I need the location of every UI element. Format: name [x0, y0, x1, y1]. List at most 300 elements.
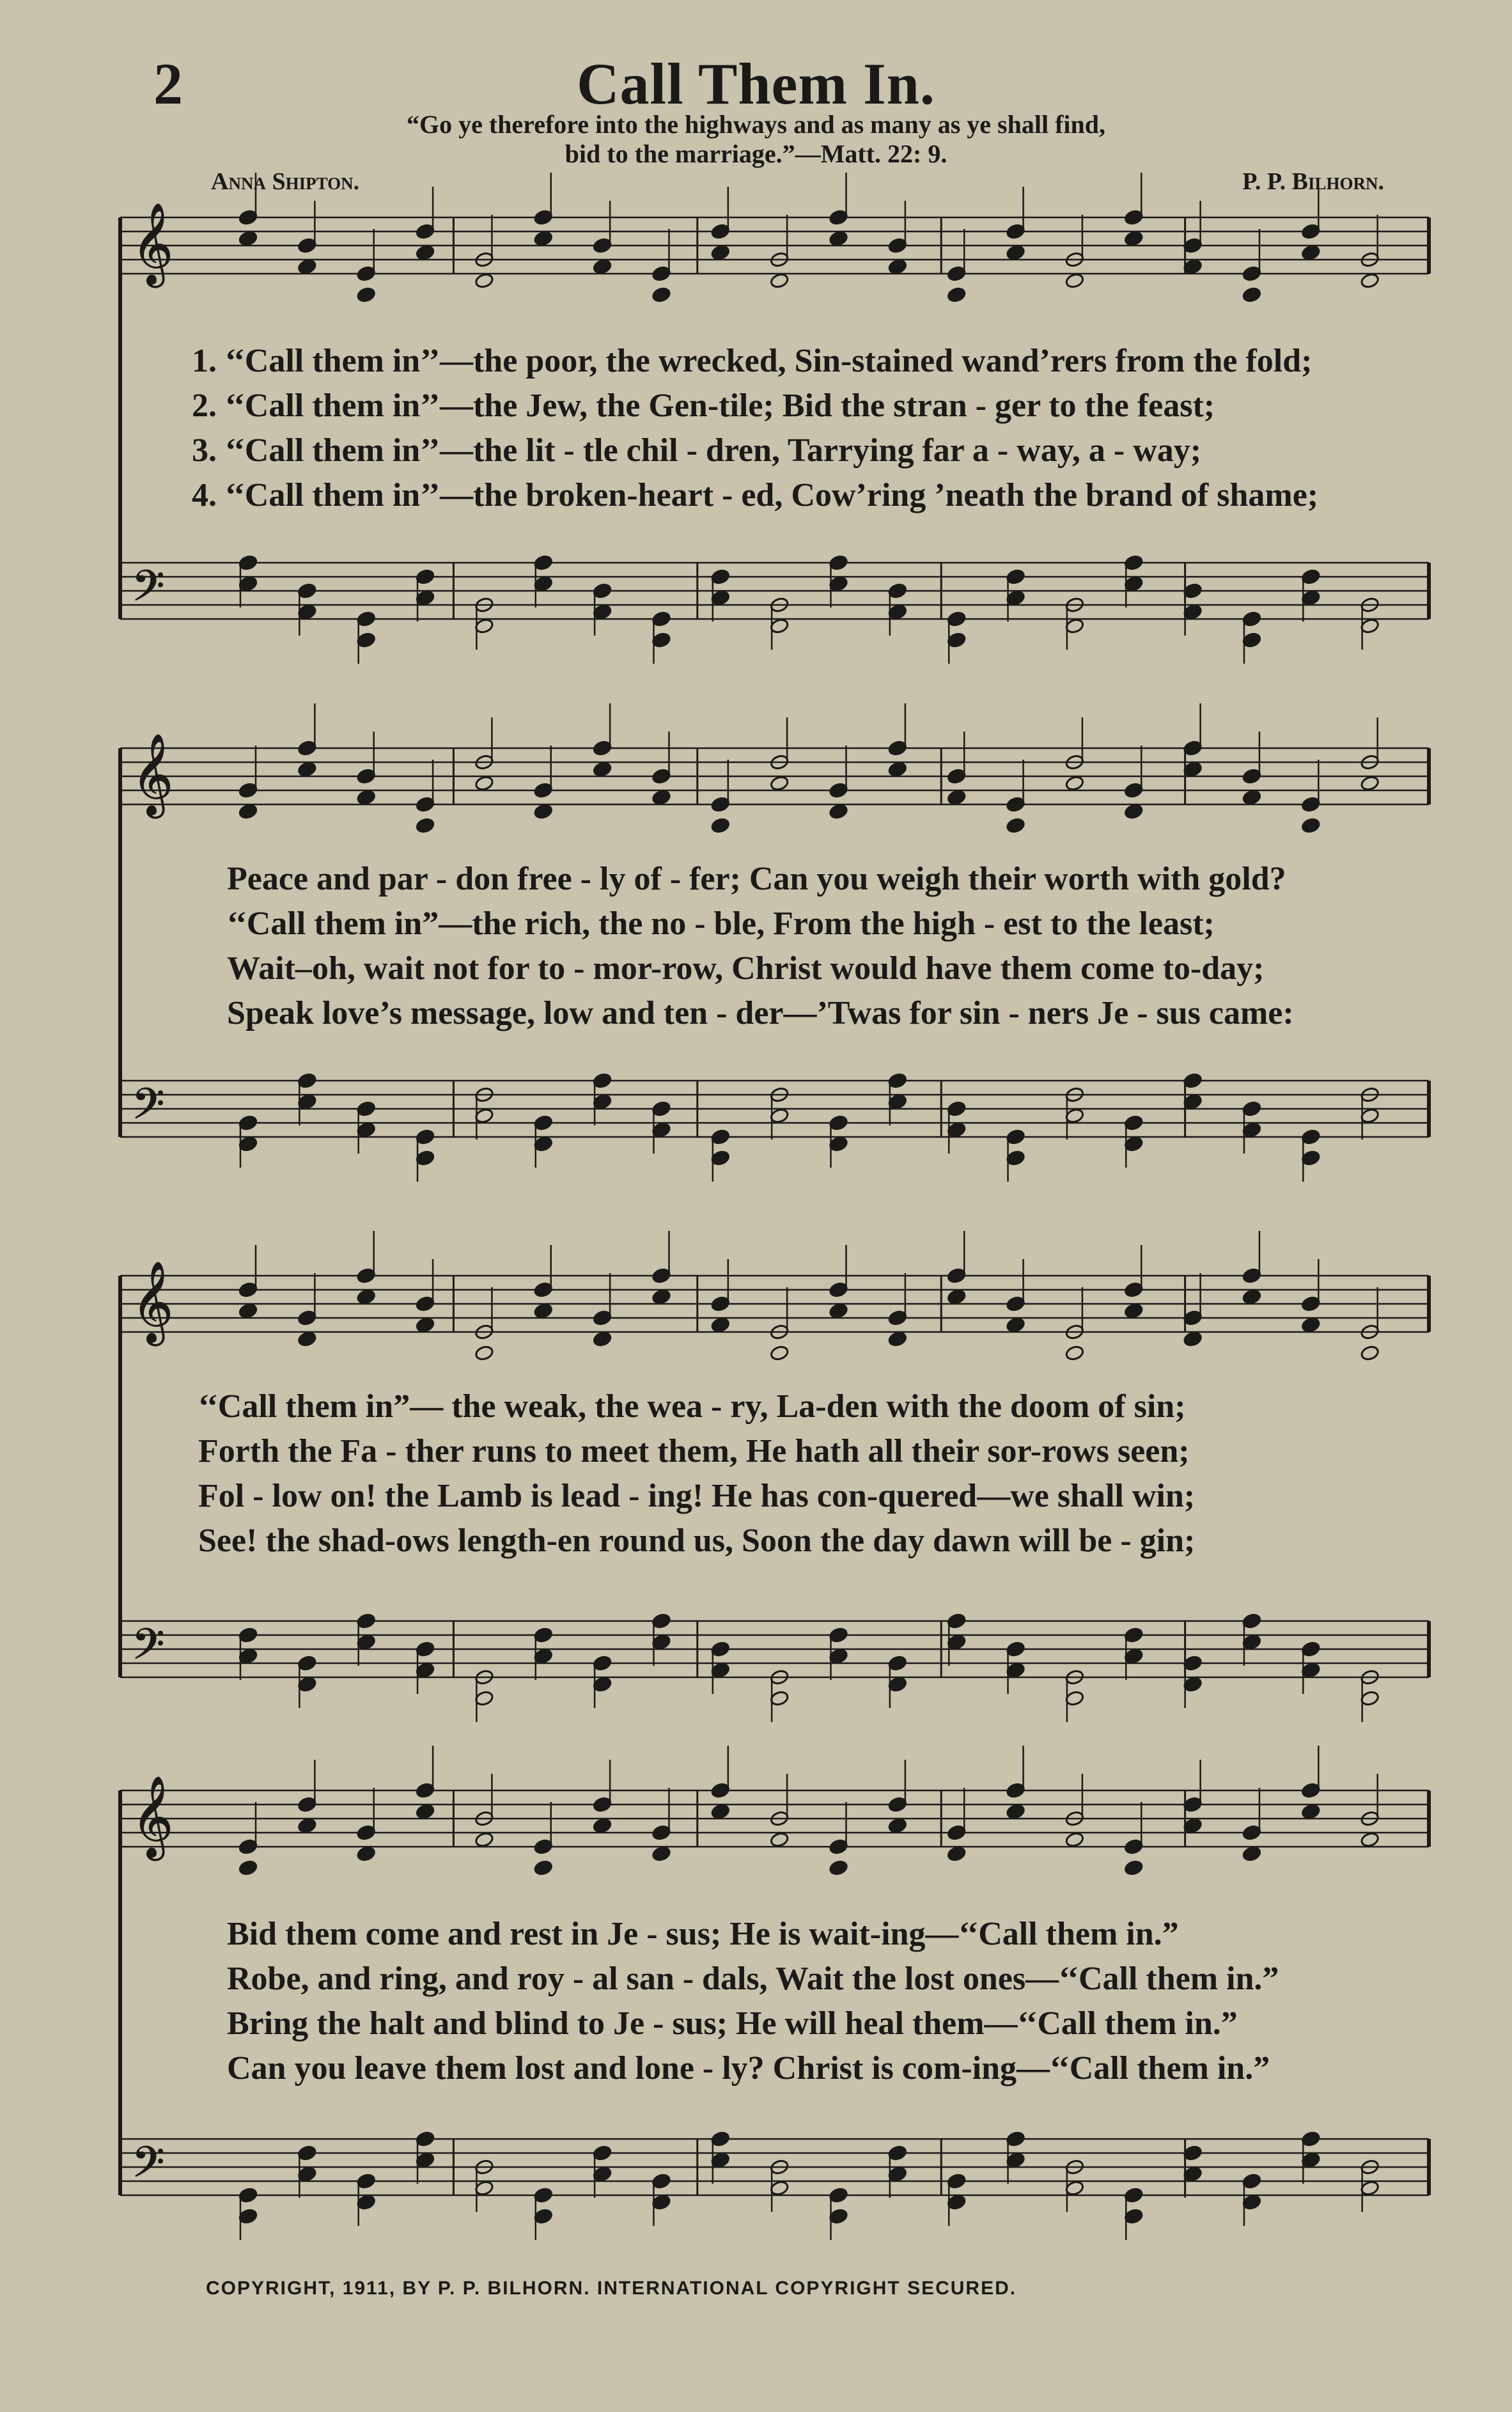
note-head: [1124, 1115, 1144, 1131]
note-head: [888, 583, 908, 599]
note-head: [829, 1115, 848, 1131]
note-head: [1006, 1662, 1025, 1679]
note-head: [1006, 223, 1025, 240]
note-head: [238, 1281, 258, 1298]
note-head: [1360, 1690, 1380, 1707]
note-head: [533, 576, 553, 592]
note-head: [711, 2152, 731, 2168]
copyright-notice: COPYRIGHT, 1911, BY P. P. BILHORN. INTERNATIONAL COPYRIGHT SECURED.: [206, 2278, 1017, 2299]
note-head: [651, 1267, 671, 1284]
note-head: [711, 1150, 731, 1166]
note-head: [297, 761, 317, 778]
note-head: [829, 576, 848, 592]
note-head: [1242, 1100, 1262, 1117]
note-head: [711, 1803, 731, 1820]
note-head: [770, 618, 790, 634]
composer-credit: P. P. Bilhorn.: [1242, 168, 1384, 195]
note-head: [1124, 1838, 1144, 1855]
note-head: [533, 1627, 553, 1643]
note-head: [297, 604, 317, 620]
note-head: [1006, 817, 1025, 834]
note-head: [1301, 817, 1321, 834]
note-head: [474, 775, 494, 792]
note-head: [888, 1676, 908, 1693]
note-head: [474, 1831, 494, 1848]
lyric-line: Forth the Fa - ther runs to meet them, He hath all their sor-rows seen;: [198, 1433, 1190, 1469]
note-head: [533, 209, 553, 226]
verse-block-1: [192, 339, 1318, 518]
epigraph-line-2: bid to the marriage.”—Matt. 22: 9.: [565, 139, 947, 168]
note-head: [593, 2145, 612, 2161]
note-head: [1065, 272, 1085, 289]
note-head: [356, 1634, 376, 1650]
verse-block-3: [198, 1384, 1195, 1563]
note-head: [593, 1331, 612, 1347]
note-head: [297, 237, 317, 254]
note-head: [711, 817, 731, 834]
note-head: [297, 2145, 317, 2161]
note-head: [1360, 1108, 1380, 1124]
note-head: [947, 611, 967, 627]
lyric-line: Can you leave them lost and lone - ly? Christ is com-ing—‘‘Call them in.”: [227, 2050, 1270, 2087]
bass-clef-icon: 𝄢: [132, 561, 165, 621]
note-head: [356, 1613, 376, 1629]
verse-block-2: [227, 857, 1294, 1036]
note-head: [829, 1136, 848, 1152]
note-head: [1242, 1122, 1262, 1138]
note-head: [1124, 1860, 1144, 1876]
note-head: [888, 2145, 908, 2161]
hymn-title: Call Them In.: [577, 51, 935, 116]
note-head: [416, 796, 435, 813]
note-head: [1242, 286, 1262, 303]
note-head: [947, 2173, 967, 2189]
note-head: [770, 1690, 790, 1707]
note-head: [829, 1281, 848, 1298]
note-head: [1242, 2173, 1262, 2189]
note-head: [888, 1331, 908, 1347]
note-head: [593, 1817, 612, 1834]
note-head: [593, 761, 612, 778]
note-head: [1301, 1782, 1321, 1799]
note-head: [1360, 1831, 1380, 1848]
note-head: [711, 590, 731, 606]
note-head: [1006, 1782, 1025, 1799]
note-head: [1301, 796, 1321, 813]
note-head: [1242, 265, 1262, 282]
note-head: [1006, 1129, 1025, 1145]
note-head: [1242, 2194, 1262, 2211]
note-head: [238, 1860, 258, 1876]
note-head: [1242, 611, 1262, 627]
note-head: [1301, 2131, 1321, 2147]
note-head: [651, 1845, 671, 1862]
note-head: [947, 265, 967, 282]
note-head: [888, 258, 908, 275]
note-head: [238, 209, 258, 226]
note-head: [1242, 789, 1262, 806]
lyric-line: Bring the halt and blind to Je - sus; He will heal them—‘‘Call them in.”: [227, 2005, 1238, 2042]
note-head: [1242, 1613, 1262, 1629]
note-head: [416, 568, 435, 585]
note-head: [416, 1317, 435, 1333]
note-head: [1183, 1676, 1203, 1693]
note-head: [297, 258, 317, 275]
note-head: [356, 768, 376, 785]
note-head: [888, 1093, 908, 1110]
note-head: [1006, 590, 1025, 606]
note-head: [829, 782, 848, 799]
note-head: [297, 583, 317, 599]
note-head: [474, 272, 494, 289]
note-head: [1301, 1150, 1321, 1166]
note-head: [711, 1296, 731, 1312]
note-head: [651, 1824, 671, 1841]
note-head: [1242, 1267, 1262, 1284]
note-head: [533, 554, 553, 571]
note-head: [1124, 1136, 1144, 1152]
note-head: [1360, 618, 1380, 634]
note-head: [297, 1093, 317, 1110]
note-head: [888, 237, 908, 254]
note-head: [888, 1817, 908, 1834]
note-head: [1301, 1662, 1321, 1679]
note-head: [474, 2180, 494, 2197]
lyric-line: Bid them come and rest in Je - sus; He is wait-ing—‘‘Call them in.”: [227, 1916, 1179, 1952]
note-head: [1006, 2152, 1025, 2168]
note-head: [651, 1122, 671, 1138]
note-head: [651, 2194, 671, 2211]
treble-clef-icon: 𝄞: [132, 202, 174, 284]
note-head: [533, 230, 553, 247]
note-head: [1301, 590, 1321, 606]
note-head: [533, 1115, 553, 1131]
note-head: [1242, 1824, 1262, 1841]
note-head: [711, 223, 731, 240]
note-head: [356, 1267, 376, 1284]
note-head: [297, 2166, 317, 2182]
note-head: [829, 230, 848, 247]
lyric-line: ‘‘Call them in”—the rich, the no - ble, From the high - est to the least;: [227, 905, 1215, 942]
note-head: [238, 1136, 258, 1152]
note-head: [356, 632, 376, 648]
note-head: [829, 803, 848, 820]
note-head: [1301, 1641, 1321, 1657]
note-head: [238, 554, 258, 571]
note-head: [947, 1634, 967, 1650]
note-head: [356, 1824, 376, 1841]
note-head: [356, 1288, 376, 1305]
note-head: [1006, 244, 1025, 261]
note-head: [593, 1072, 612, 1089]
note-head: [651, 265, 671, 282]
note-head: [297, 1310, 317, 1326]
note-head: [416, 2131, 435, 2147]
lyric-line: 3. ‘‘Call them in’’—the lit - tle chil - dren, Tarrying far a - way, a - way;: [192, 432, 1202, 469]
note-head: [416, 1296, 435, 1312]
note-head: [1124, 782, 1144, 799]
note-head: [474, 1690, 494, 1707]
note-head: [829, 1627, 848, 1643]
note-head: [947, 1122, 967, 1138]
note-head: [651, 1288, 671, 1305]
note-head: [1124, 576, 1144, 592]
note-head: [1065, 1690, 1085, 1707]
note-head: [651, 632, 671, 648]
note-head: [1242, 632, 1262, 648]
note-head: [888, 1072, 908, 1089]
note-head: [947, 768, 967, 785]
note-head: [297, 740, 317, 756]
note-head: [238, 1838, 258, 1855]
note-head: [651, 768, 671, 785]
note-head: [593, 583, 612, 599]
note-head: [1242, 1288, 1262, 1305]
note-head: [1006, 1317, 1025, 1333]
lyric-line: See! the shad-ows length-en round us, Soon the day dawn will be - gin;: [198, 1523, 1196, 1559]
note-head: [1360, 272, 1380, 289]
note-head: [533, 782, 553, 799]
note-head: [711, 1129, 731, 1145]
lyric-line: Robe, and ring, and roy - al san - dals, Wait the lost ones—‘‘Call them in.”: [227, 1961, 1279, 1997]
note-head: [1360, 2180, 1380, 2197]
note-head: [238, 1648, 258, 1664]
epigraph-line-1: “Go ye therefore into the highways and as many as ye shall find,: [406, 110, 1106, 139]
note-head: [1301, 1803, 1321, 1820]
note-head: [947, 286, 967, 303]
note-head: [947, 1267, 967, 1284]
note-head: [1124, 1303, 1144, 1319]
bass-clef-icon: 𝄢: [132, 1620, 165, 1679]
note-head: [474, 1108, 494, 1124]
note-head: [238, 576, 258, 592]
note-head: [1124, 803, 1144, 820]
bass-clef-icon: 𝄢: [132, 1079, 165, 1139]
note-head: [1006, 1296, 1025, 1312]
note-head: [1183, 1331, 1203, 1347]
note-head: [711, 244, 731, 261]
note-head: [888, 604, 908, 620]
note-head: [1124, 1627, 1144, 1643]
note-head: [238, 2187, 258, 2204]
note-head: [533, 803, 553, 820]
note-head: [533, 1860, 553, 1876]
note-head: [770, 1831, 790, 1848]
note-head: [1006, 1803, 1025, 1820]
note-head: [651, 1100, 671, 1117]
lyric-line: 4. ‘‘Call them in’’—the broken-heart - ed, Cow’ring ’neath the brand of shame;: [192, 477, 1319, 513]
note-head: [1006, 1150, 1025, 1166]
note-head: [829, 2208, 848, 2225]
note-head: [770, 775, 790, 792]
author-credit: Anna Shipton.: [211, 168, 360, 195]
note-head: [947, 632, 967, 648]
note-head: [651, 789, 671, 806]
note-head: [1124, 209, 1144, 226]
note-head: [238, 2208, 258, 2225]
note-head: [947, 2194, 967, 2211]
note-head: [593, 1310, 612, 1326]
note-head: [533, 1281, 553, 1298]
note-head: [238, 1303, 258, 1319]
note-head: [1242, 1845, 1262, 1862]
note-head: [474, 1345, 494, 1361]
note-head: [533, 1648, 553, 1664]
note-head: [533, 2208, 553, 2225]
note-head: [593, 1796, 612, 1813]
note-head: [711, 1662, 731, 1679]
note-head: [356, 611, 376, 627]
note-head: [356, 789, 376, 806]
note-head: [297, 1817, 317, 1834]
note-head: [829, 1860, 848, 1876]
note-head: [1065, 775, 1085, 792]
note-head: [888, 740, 908, 756]
note-head: [1124, 2187, 1144, 2204]
note-head: [947, 1100, 967, 1117]
bass-clef-icon: 𝄢: [132, 2138, 165, 2197]
note-head: [888, 1796, 908, 1813]
note-head: [593, 2166, 612, 2182]
note-head: [238, 803, 258, 820]
note-head: [356, 2194, 376, 2211]
note-head: [416, 1662, 435, 1679]
note-head: [770, 1108, 790, 1124]
note-head: [416, 244, 435, 261]
note-head: [416, 1803, 435, 1820]
note-head: [1360, 1345, 1380, 1361]
note-head: [356, 2173, 376, 2189]
note-head: [1006, 2131, 1025, 2147]
note-head: [416, 2152, 435, 2168]
lyric-line: ‘‘Call them in”— the weak, the wea - ry, La-den with the doom of sin;: [198, 1388, 1186, 1425]
note-head: [829, 1648, 848, 1664]
note-head: [1124, 2208, 1144, 2225]
note-head: [416, 1782, 435, 1799]
note-head: [533, 1136, 553, 1152]
note-head: [533, 1838, 553, 1855]
note-head: [1360, 775, 1380, 792]
note-head: [238, 230, 258, 247]
note-head: [711, 2131, 731, 2147]
note-head: [711, 796, 731, 813]
note-head: [416, 1129, 435, 1145]
note-head: [238, 1627, 258, 1643]
note-head: [593, 237, 612, 254]
note-head: [651, 286, 671, 303]
note-head: [770, 272, 790, 289]
note-head: [593, 740, 612, 756]
note-head: [947, 1845, 967, 1862]
lyric-line: 2. ‘‘Call them in’’—the Jew, the Gen-tile; Bid the stran - ger to the feast;: [192, 388, 1215, 424]
note-head: [770, 2180, 790, 2197]
note-head: [297, 1796, 317, 1813]
note-head: [356, 1122, 376, 1138]
note-head: [1124, 554, 1144, 571]
note-head: [356, 1845, 376, 1862]
note-head: [1301, 1129, 1321, 1145]
note-head: [1301, 244, 1321, 261]
note-head: [829, 554, 848, 571]
note-head: [593, 1655, 612, 1672]
note-head: [533, 2187, 553, 2204]
note-head: [238, 782, 258, 799]
note-head: [474, 618, 494, 634]
note-head: [947, 789, 967, 806]
note-head: [711, 1317, 731, 1333]
note-head: [947, 1288, 967, 1305]
note-head: [651, 1613, 671, 1629]
note-head: [297, 1331, 317, 1347]
treble-clef-icon: 𝄞: [132, 1775, 174, 1857]
note-head: [356, 265, 376, 282]
note-head: [1124, 1281, 1144, 1298]
note-head: [1065, 1831, 1085, 1848]
note-head: [711, 1641, 731, 1657]
note-head: [770, 1345, 790, 1361]
note-head: [1301, 1317, 1321, 1333]
lyric-line: Wait–oh, wait not for to - mor-row, Christ would have them come to-day;: [227, 950, 1265, 987]
note-head: [416, 817, 435, 834]
note-head: [416, 223, 435, 240]
note-head: [416, 1150, 435, 1166]
note-head: [651, 1634, 671, 1650]
treble-clef-icon: 𝄞: [132, 733, 174, 815]
note-head: [1242, 1634, 1262, 1650]
note-head: [238, 1115, 258, 1131]
note-head: [888, 1655, 908, 1672]
note-head: [829, 1303, 848, 1319]
note-head: [888, 2166, 908, 2182]
lyric-line: Fol - low on! the Lamb is lead - ing! He has con-quered—we shall win;: [198, 1478, 1196, 1514]
epigraph: [0, 110, 1512, 169]
note-head: [888, 761, 908, 778]
note-head: [1006, 796, 1025, 813]
note-head: [416, 1641, 435, 1657]
verse-block-4: [227, 1912, 1279, 2091]
note-head: [297, 1655, 317, 1672]
lyric-line: Peace and par - don free - ly of - fer; Can you weigh their worth with gold?: [227, 861, 1286, 897]
lyric-line: 1. ‘‘Call them in’’—the poor, the wrecked, Sin-stained wand’rers from the fold;: [192, 343, 1313, 379]
note-head: [947, 1613, 967, 1629]
note-head: [593, 604, 612, 620]
note-head: [1301, 223, 1321, 240]
note-head: [1124, 230, 1144, 247]
note-head: [1065, 618, 1085, 634]
note-head: [297, 1072, 317, 1089]
note-head: [888, 1310, 908, 1326]
note-head: [1242, 768, 1262, 785]
note-head: [533, 1303, 553, 1319]
note-head: [1301, 1296, 1321, 1312]
note-head: [651, 2173, 671, 2189]
note-head: [1006, 568, 1025, 585]
note-head: [947, 1824, 967, 1841]
note-head: [356, 1100, 376, 1117]
note-head: [1006, 1641, 1025, 1657]
treble-clef-icon: 𝄞: [132, 1260, 174, 1342]
note-head: [651, 611, 671, 627]
note-head: [1301, 568, 1321, 585]
hymn-number: 2: [153, 51, 183, 116]
note-head: [593, 1676, 612, 1693]
note-head: [829, 209, 848, 226]
note-head: [1065, 1108, 1085, 1124]
note-head: [829, 2187, 848, 2204]
note-head: [593, 1093, 612, 1110]
note-head: [1301, 2152, 1321, 2168]
note-head: [1124, 1648, 1144, 1664]
